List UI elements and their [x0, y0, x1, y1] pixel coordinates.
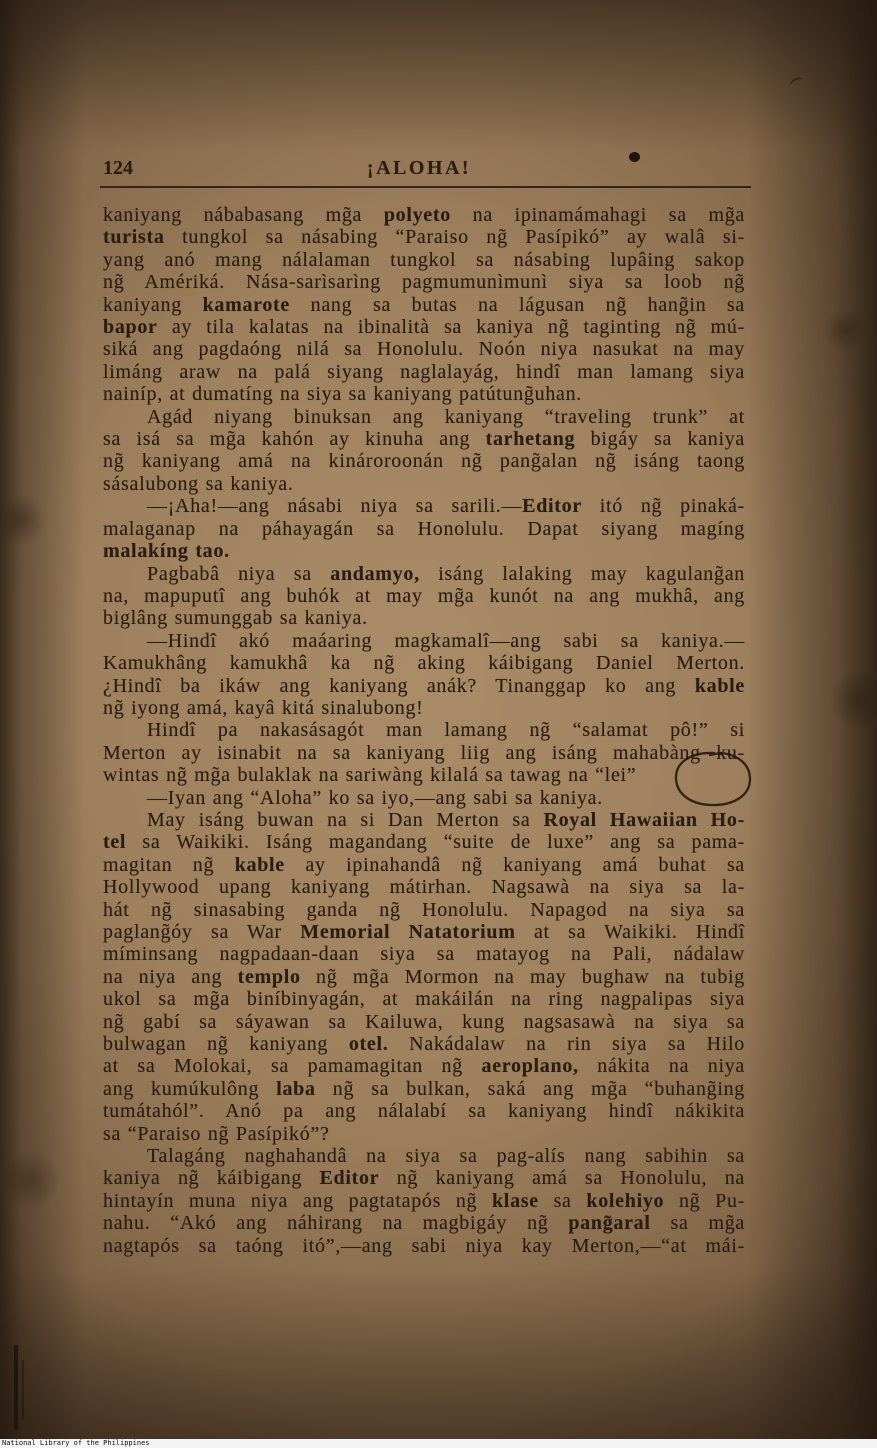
- text-line: [103, 1033, 745, 1055]
- bold-term: kable: [234, 853, 285, 876]
- running-header: [103, 155, 745, 181]
- text-run: isáng lalaking may kagulang̃an: [419, 562, 745, 585]
- text-line: [103, 1145, 745, 1167]
- text-run: sa “Paraiso ng̃ Pasípikó”?: [103, 1122, 330, 1145]
- bold-term: aeroplano,: [481, 1055, 579, 1078]
- bold-term: malakíng tao.: [103, 540, 230, 563]
- text-line: [103, 563, 745, 585]
- text-run: ay ipinahandâ ng̃ kaniyang amá buhat sa: [284, 853, 746, 876]
- text-run: Hindî pa nakasásagót man lamang ng̃ “salamat pô!” si: [147, 719, 745, 742]
- text-run: ay tila kalatas na ibinalità sa kaniya ng̃ taginting ng̃ mú-: [157, 316, 745, 339]
- text-run: limáng araw na palá siyang naglalayág, hindî man lamang siya: [103, 360, 745, 383]
- text-run: nákita na niya: [578, 1055, 745, 1078]
- text-run: —Iyan ang “Aloha” ko sa iyo,—ang sabi sa kaniya.: [147, 786, 603, 809]
- text-run: magitan ng̃: [103, 853, 235, 876]
- text-line: [103, 585, 745, 607]
- text-run: siká ang pagdaóng nilá sa Honolulu. Noón niya nasukat na may: [103, 338, 745, 361]
- bold-term: klase: [491, 1189, 539, 1212]
- text-run: nang sa butas na lágusan ng̃ hang̃in sa: [290, 293, 745, 316]
- text-line: [103, 1212, 745, 1234]
- paragraph: [103, 563, 745, 630]
- margin-mark: [14, 1345, 18, 1430]
- text-line: [103, 652, 745, 674]
- text-line: [103, 1123, 745, 1145]
- text-run: tumátahól”. Anó pa ang nálalabí sa kaniyang hindî nákikita: [103, 1100, 745, 1123]
- page-number: 124: [103, 157, 133, 179]
- text-run: nagtapós sa taóng itó”,—ang sabi niya kay Merton,—“at mái-: [103, 1234, 745, 1257]
- text-run: ang kumúkulông: [103, 1077, 277, 1100]
- bold-term: laba: [276, 1077, 316, 1100]
- paragraph: [103, 1145, 745, 1257]
- text-run: Kamukhâng kamukhâ ka ng̃ aking káibigang Daniel Merton.: [103, 652, 745, 675]
- text-run: nainíp, at dumatíng na siya sa kaniyang patútung̃uhan.: [103, 383, 583, 406]
- bold-term: turista: [103, 226, 165, 249]
- bold-term: andamyo,: [330, 562, 420, 585]
- text-line: [103, 361, 745, 383]
- text-run: Merton ay isinabit na sa kaniyang liig ang isáng mahabàng ku-: [103, 741, 745, 764]
- text-line: [103, 966, 745, 988]
- paragraph: [103, 406, 745, 496]
- text-line: [103, 630, 745, 652]
- text-line: [103, 294, 745, 316]
- text-line: [103, 675, 745, 697]
- bold-term: kable: [694, 674, 745, 697]
- bold-term: kolehiyo: [586, 1189, 665, 1212]
- text-run: ng̃ sa bulkan, saká ang mg̃a “buhang̃ing: [315, 1077, 745, 1100]
- paragraph: [103, 787, 745, 809]
- bold-term: Memorial Natatorium: [300, 921, 516, 943]
- text-run: ukol sa mg̃a biníbinyagán, at makáilán na ring nagpalipas siya: [103, 988, 745, 1011]
- text-run: na niya ang: [103, 965, 238, 988]
- text-run: Pagbabâ niya sa: [147, 562, 331, 585]
- text-line: [103, 204, 745, 226]
- text-run: kaniyang nábabasang mg̃a: [103, 204, 384, 226]
- bold-term: Royal Hawaiian Ho-: [543, 808, 745, 831]
- text-line: [103, 988, 745, 1010]
- text-run: Agád niyang binuksan ang kaniyang “traveling trunk” at: [147, 405, 745, 428]
- text-line: [103, 876, 745, 898]
- text-run: May isáng buwan na si Dan Merton sa: [147, 808, 544, 831]
- text-run: ng̃ gabí sa sáyawan sa Kailuwa, kung nagsasawà na siya sa: [103, 1010, 745, 1033]
- text-line: [103, 899, 745, 921]
- text-run: kaniya ng̃ káibigang: [103, 1167, 320, 1190]
- text-run: —Hindî akó maáaring magkamalî—ang sabi sa kaniya.—: [147, 629, 745, 652]
- bold-term: Editor: [319, 1167, 380, 1190]
- body-text: [103, 204, 745, 1257]
- bold-term: Editor: [522, 495, 582, 518]
- text-line: [103, 383, 745, 405]
- text-line: [103, 1167, 745, 1189]
- header-rule: [100, 186, 751, 188]
- bold-term: bapor: [103, 316, 158, 339]
- text-line: [103, 338, 745, 360]
- bold-term: otel.: [348, 1033, 389, 1056]
- running-title: ¡ALOHA!: [366, 157, 472, 179]
- bold-term: tel: [103, 831, 127, 854]
- text-run: ng̃ kaniyang amá sa Honolulu, na: [379, 1167, 745, 1190]
- text-line: [103, 271, 745, 293]
- text-run: Talagáng naghahandâ na siya sa pag-alís nang sabihin sa: [147, 1145, 745, 1168]
- text-run: nahu. “Akó ang náhirang na magbigáy ng̃: [103, 1212, 569, 1235]
- paragraph: [103, 204, 745, 406]
- text-line: [103, 1078, 745, 1100]
- text-run: Nakádalaw na rin siya sa Hilo: [388, 1033, 746, 1056]
- text-line: [103, 540, 745, 562]
- paragraph: [103, 495, 745, 562]
- text-run: malaganap na páhayagán sa Honolulu. Dapat siyang magíng: [103, 517, 745, 540]
- text-run: ng̃ Pu-: [664, 1189, 746, 1212]
- text-line: [103, 607, 745, 629]
- text-run: ng̃ Amériká. Nása-sarìsarìng pagmumunìmunì siya sa loob ng̃: [103, 271, 745, 294]
- text-run: ng̃ mg̃a Mormon na may bughaw na tubig: [300, 965, 745, 988]
- text-line: [103, 854, 745, 876]
- text-line: [103, 1055, 745, 1077]
- text-line: [103, 697, 745, 719]
- text-line: [103, 226, 745, 248]
- library-credit: National Library of the Philippines: [2, 1439, 150, 1447]
- pencil-circle-stroke: [676, 753, 750, 805]
- margin-mark-thin: [22, 1360, 24, 1420]
- text-line: [103, 1011, 745, 1033]
- text-line: [103, 809, 745, 831]
- text-run: bigáy sa kaniya: [575, 428, 745, 451]
- text-run: kaniyang: [103, 293, 203, 316]
- text-run: sa: [538, 1189, 587, 1212]
- paragraph: [103, 809, 745, 1145]
- text-line: [103, 943, 745, 965]
- text-run: sa Waikiki. Isáng magandang “suite de luxe” ang sa pama-: [126, 831, 745, 854]
- text-run: bulwagan ng̃ kaniyang: [103, 1033, 349, 1056]
- text-run: hát ng̃ sinasabing ganda ng̃ Honolulu. Napagod na siya sa: [103, 898, 745, 921]
- text-run: sa mg̃a: [650, 1212, 745, 1235]
- text-run: wintas ng̃ mg̃a bulaklak na sariwàng kilalá sa tawag na “lei”: [103, 764, 637, 787]
- text-line: [103, 249, 745, 271]
- text-line: [103, 473, 745, 495]
- text-run: ¿Hindî ba ikáw ang kaniyang anák? Tinanggap ko ang: [103, 674, 695, 697]
- text-line: [103, 742, 745, 764]
- paragraph: [103, 630, 745, 720]
- text-line: [103, 921, 745, 943]
- bold-term: kamarote: [202, 293, 290, 316]
- text-run: biglâng sumunggab sa kaniya.: [103, 607, 368, 630]
- text-line: [103, 1190, 745, 1212]
- text-run: ng̃ iyong amá, kayâ kitá sinalubong!: [103, 696, 424, 719]
- text-line: [103, 1235, 745, 1257]
- text-line: [103, 428, 745, 450]
- scan-footer: [0, 1439, 877, 1448]
- text-line: [103, 406, 745, 428]
- bold-term: tarhetang: [485, 428, 576, 451]
- text-run: at sa Molokai, sa pamamagitan ng̃: [103, 1055, 482, 1078]
- text-line: [103, 831, 745, 853]
- text-run: tungkol sa násabing “Paraiso ng̃ Pasípikó” ay walâ si-: [164, 226, 745, 249]
- text-line: [103, 1100, 745, 1122]
- text-run: —¡Aha!—ang násabi niya sa sarili.—: [147, 495, 523, 518]
- text-run: hintayín muna niya ang pagtatapós ng̃: [103, 1189, 492, 1212]
- text-line: [103, 495, 745, 517]
- bold-term: polyeto: [383, 204, 451, 226]
- text-run: na ipinamámahagi sa mg̃a: [450, 204, 745, 226]
- bold-term: pang̃aral: [568, 1212, 651, 1235]
- text-run: na, mapuputî ang buhók at may mg̃a kunót na ang mukhâ, ang: [103, 584, 745, 607]
- bold-term: templo: [237, 965, 301, 988]
- text-run: sásalubong sa kaniya.: [103, 472, 294, 495]
- text-run: ng̃ kaniyang amá na kinároroonán ng̃ pang̃alan ng̃ isáng taong: [103, 450, 745, 473]
- text-line: [103, 518, 745, 540]
- text-run: sa isá sa mg̃a kahón ay kinuha ang: [103, 428, 486, 451]
- text-run: yang anó mang nálalaman tungkol sa násabing lupâing sakop: [103, 248, 745, 271]
- text-line: [103, 719, 745, 741]
- text-run: at sa Waikiki. Hindî: [515, 921, 746, 943]
- text-line: [103, 764, 745, 786]
- paragraph: [103, 719, 745, 786]
- text-line: [103, 450, 745, 472]
- text-run: itó ng̃ pinaká-: [581, 495, 745, 518]
- pencil-circle-mark: [670, 750, 756, 808]
- text-line: [103, 787, 745, 809]
- corner-pencil-tick: [789, 76, 806, 91]
- text-line: [103, 316, 745, 338]
- ink-spot: [629, 152, 640, 162]
- text-run: Hollywood upang kaniyang mátirhan. Nagsawà na siya sa la-: [103, 876, 745, 899]
- text-run: míminsang nagpadaan-daan siya sa matayog na Pali, nádalaw: [103, 943, 745, 966]
- text-run: paglang̃óy sa War: [103, 921, 301, 943]
